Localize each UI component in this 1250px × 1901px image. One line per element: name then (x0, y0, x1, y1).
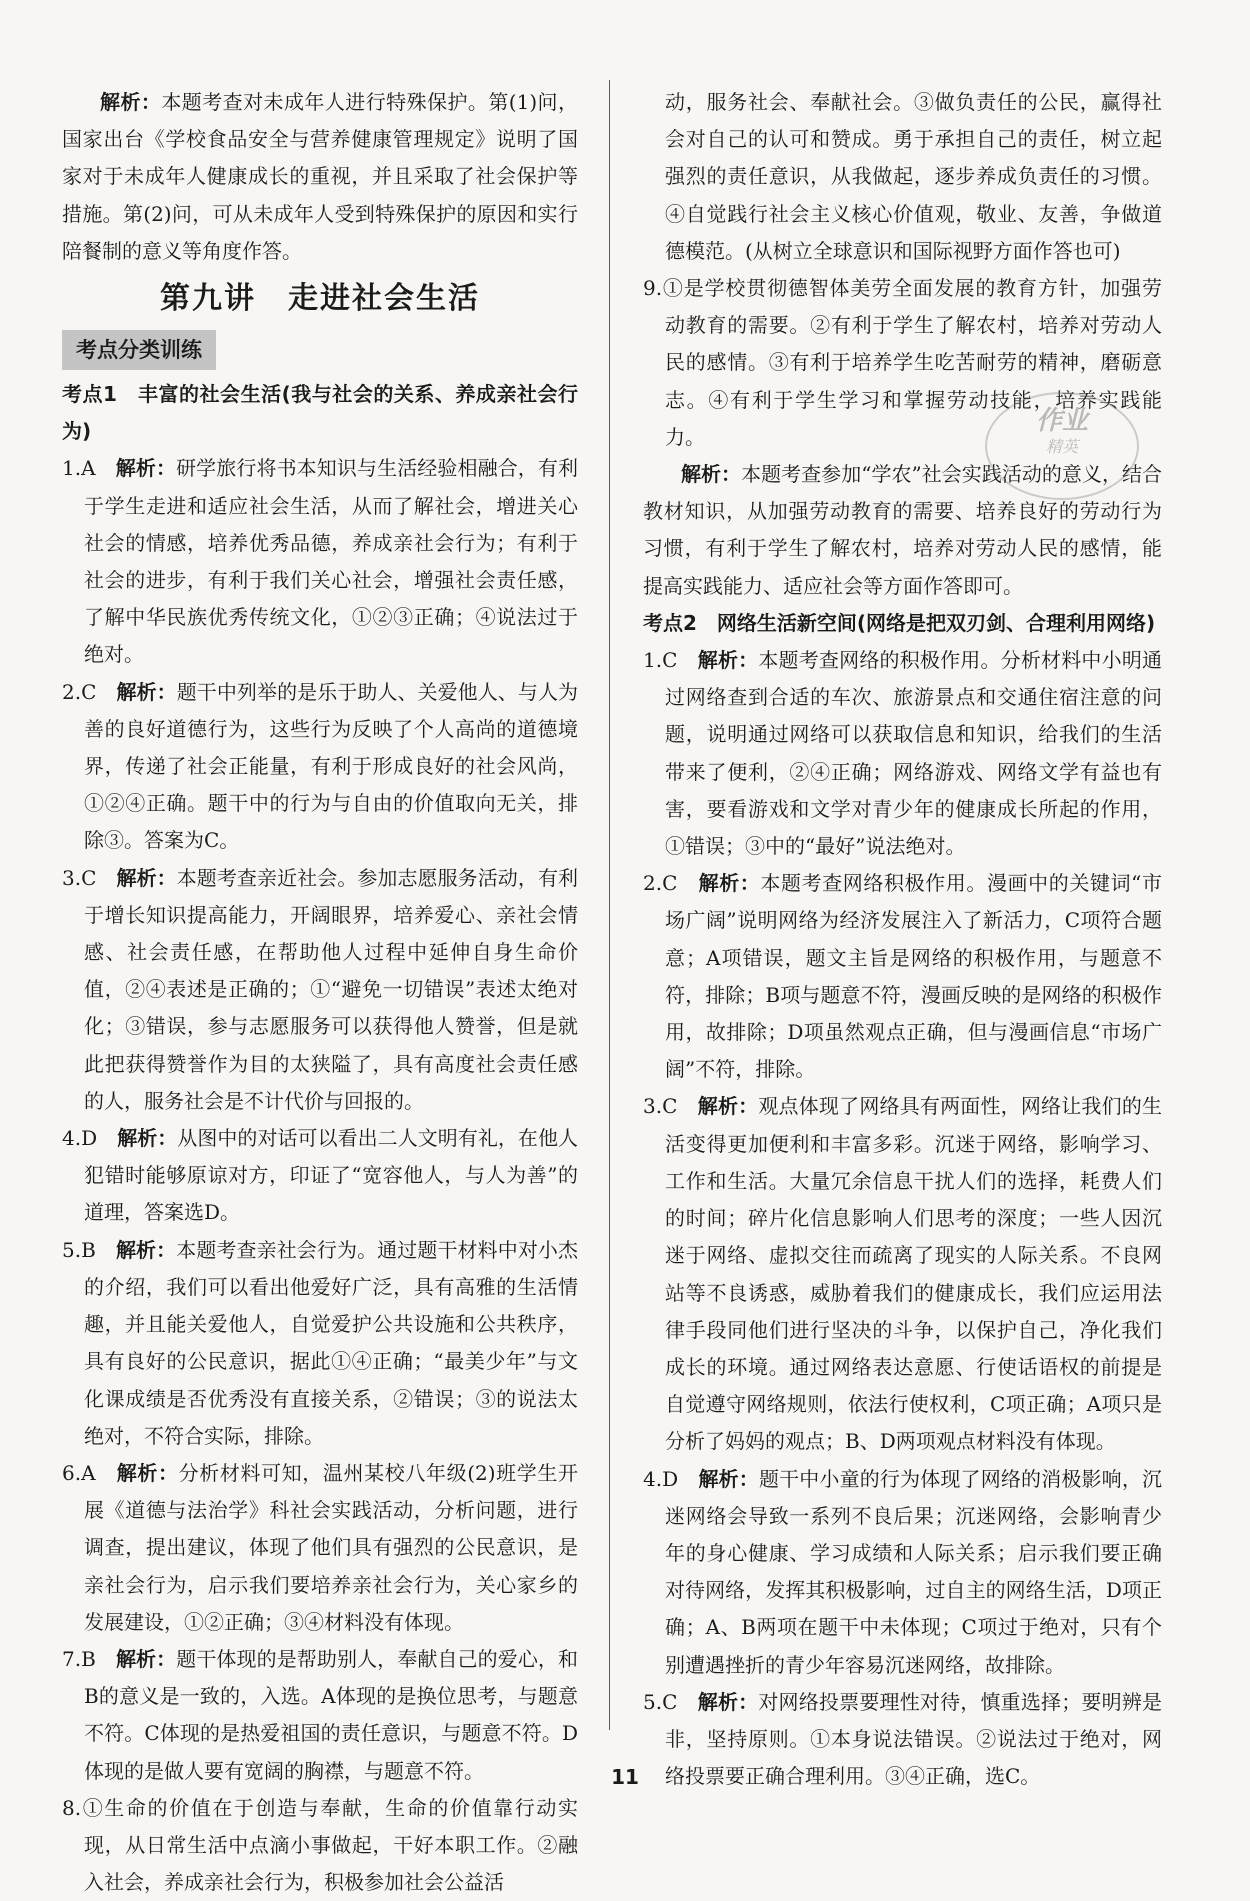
item-number: 1.A (62, 456, 96, 481)
kaodian-2-heading: 考点2 网络生活新空间(网络是把双刃剑、合理利用网络) (643, 610, 1156, 635)
column-divider (609, 80, 610, 1730)
item-text: 分析材料可知，温州某校八年级(2)班学生开展《道德与法治学》科社会实践活动，分析问题，进行调查，提出建议，体现了他们具有强烈的公民意识，是亲社会行为，启示我们要培养亲社会行为，关心家乡的发展建设，①②正确；③④材料没有体现。 (84, 1460, 578, 1634)
intro-analysis (62, 84, 578, 270)
analysis-label: 解析： (116, 1460, 179, 1485)
analysis-label: 解析： (698, 1466, 759, 1491)
item-number: 2.C (62, 679, 97, 704)
answer-item (62, 1455, 578, 1641)
item-number: 6.A (62, 1460, 96, 1485)
item-number: 3.C (643, 1094, 678, 1119)
answer-item (643, 1461, 1162, 1684)
item-number: 1.C (643, 648, 678, 673)
item-number: 4.D (643, 1466, 679, 1491)
item-text: 题干中小童的行为体现了网络的消极影响，沉迷网络会导致一系列不良后果；沉迷网络，会影响青少年的身心健康、学习成绩和人际关系；启示我们要正确对待网络，发挥其积极影响，过自主的网络生活，D项正确；A、B两项在题干中未体现；C项过于绝对，只有个别遭遇挫折的青少年容易沉迷网络，故排除。 (665, 1466, 1163, 1677)
answer-item (643, 1088, 1162, 1460)
answer-item (62, 450, 578, 673)
answer-item (62, 674, 578, 860)
section-banner: 考点分类训练 (62, 330, 216, 370)
item-text: 观点体现了网络具有两面性，网络让我们的生活变得更加便利和丰富多彩。沉迷于网络，影响学习、工作和生活。大量冗余信息干扰人们的选择，耗费人们的时间；碎片化信息影响人们思考的深度；一些人因沉迷于网络、虚拟交往而疏离了现实的人际关系。不良网站等不良诱惑，威胁着我们的健康成长，我们应运用法律手段同他们进行坚决的斗争，以保护自己，净化我们成长的环境。通过网络表达意愿、行使话语权的前提是自觉遵守网络规则，依法行使权利，C项正确；A项只是分析了妈妈的观点；B、D两项观点材料没有体现。 (665, 1094, 1163, 1454)
lecture-title: 第九讲 走进社会生活 (160, 281, 480, 317)
kaodian-1-heading: 考点1 丰富的社会生活(我与社会的关系、养成亲社会行为) (62, 382, 578, 444)
item-text: 本题考查网络的积极作用。分析材料中小明通过网络查到合适的车次、旅游景点和交通住宿注意的问题，说明通过网络可以获取信息和知识，给我们的生活带来了便利，②④正确；网络游戏、网络文学有益也有害，要看游戏和文学对青少年的健康成长所起的作用，①错误；③中的“最好”说法绝对。 (665, 648, 1163, 859)
item-text: 研学旅行将书本知识与生活经验相融合，有利于学生走进和适应社会生活，从而了解社会，增进关心社会的情感，培养优秀品德，养成亲社会行为；有利于社会的进步，有利于我们关心社会，增强社会责任感，了解中华民族优秀传统文化，①②③正确；④说法过于绝对。 (84, 456, 579, 667)
analysis-label: 解析： (697, 1689, 759, 1714)
item-text: 题干体现的是帮助别人，奉献自己的爱心，和B的意义是一致的，入选。A体现的是换位思考，与题意不符。C体现的是热爱祖国的责任意识，与题意不符。D体现的是做人要有宽阔的胸襟，与题意不符。 (84, 1646, 579, 1783)
item-text: ①生命的价值在于创造与奉献，生命的价值靠行动实现，从日常生活中点滴小事做起，干好本职工作。②融入社会，养成亲社会行为，积极参加社会公益活 (81, 1795, 578, 1895)
item-number: 9. (643, 276, 663, 301)
analysis-label: 解析： (681, 462, 742, 487)
item-number: 3.C (62, 865, 97, 890)
item-text: 本题考查亲社会行为。通过题干材料中对小杰的介绍，我们可以看出他爱好广泛，具有高雅的生活情趣，并且能关爱他人，自觉爱护公共设施和公共秩序，具有良好的公民意识，据此①④正确；“最美少年”与文化课成绩是否优秀没有直接关系，②错误；③的说法太绝对，不符合实际，排除。 (84, 1237, 579, 1448)
answer-item (62, 1120, 578, 1232)
analysis-label: 解析： (116, 679, 177, 704)
page-number: 11 (611, 1765, 639, 1789)
analysis-label: 解析： (117, 1126, 178, 1151)
answer-item (643, 865, 1162, 1088)
analysis-label: 解析： (115, 456, 177, 481)
item-text: 对网络投票要理性对待，慎重选择；要明辨是非，坚持原则。①本身说法错误。②说法过于绝对，网络投票要正确合理利用。③④正确，选C。 (665, 1689, 1163, 1789)
item-number: 8. (62, 1795, 82, 1820)
right-column (643, 84, 1162, 1795)
analysis-label: 解析： (115, 1646, 177, 1671)
item-8-continuation: 动，服务社会、奉献社会。③做负责任的公民，赢得社会对自己的认可和赞成。勇于承担自己的责任，树立起强烈的责任意识，从我做起，逐步养成负责任的习惯。④自觉践行社会主义核心价值观，敬业、友善，争做道德模范。(从树立全球意识和国际视野方面作答也可) (665, 90, 1162, 263)
analysis-text: 本题考查对未成年人进行特殊保护。第(1)问，国家出台《学校食品安全与营养健康管理规定》说明了国家对于未成年人健康成长的重视，并且采取了社会保护等措施。第(2)问，可从未成年人受到特殊保护的原因和实行陪餐制的意义等角度作答。 (62, 90, 578, 263)
item-text: ①是学校贯彻德智体美劳全面发展的教育方针，加强劳动教育的需要。②有利于学生了解农村，培养对劳动人民的感情。③有利于培养学生吃苦耐劳的精神，磨砺意志。④有利于学生学习和掌握劳动技能，培养实践能力。 (662, 276, 1162, 449)
analysis-text: 本题考查参加“学农”社会实践活动的意义，结合教材知识，从加强劳动教育的需要、培养良好的劳动行为习惯，有利于学生了解农村，培养对劳动人民的感情，能提高实践能力、适应社会等方面作答即可。 (643, 462, 1163, 598)
answer-item (643, 642, 1162, 865)
left-column (62, 84, 578, 1901)
item-number: 5.B (62, 1237, 96, 1262)
analysis-label: 解析： (697, 1094, 759, 1119)
item-number: 2.C (643, 871, 678, 896)
seal-stamp: 作业 精英 (985, 392, 1139, 500)
item-text: 从图中的对话可以看出二人文明有礼，在他人犯错时能够原谅对方，印证了“宽容他人，与人为善”的道理，答案选D。 (84, 1126, 579, 1225)
item-text: 本题考查亲近社会。参加志愿服务活动，有利于增长知识提高能力，开阔眼界，培养爱心、亲社会情感、社会责任感，在帮助他人过程中延伸自身生命价值，②④表述是正确的；①“避免一切错误”表述太绝对化；③错误，参与志愿服务可以获得他人赞誉，但是就此把获得赞誉作为目的太狭隘了，具有高度社会责任感的人，服务社会是不计代价与回报的。 (84, 865, 579, 1113)
analysis-label: 解析： (100, 90, 162, 114)
item-number: 4.D (62, 1126, 98, 1151)
item-number: 7.B (62, 1646, 96, 1671)
item-text: 本题考查网络积极作用。漫画中的关键词“市场广阔”说明网络为经济发展注入了新活力，C项符合题意；A项错误，题文主旨是网络的积极作用，与题意不符，排除；B项与题意不符，漫画反映的是网络的积极作用，故排除；D项虽然观点正确，但与漫画信息“市场广阔”不符，排除。 (665, 871, 1162, 1082)
item-text: 题干中列举的是乐于助人、关爱他人、与人为善的良好道德行为，这些行为反映了个人高尚的道德境界，传递了社会正能量，有利于形成良好的社会风尚，①②④正确。题干中的行为与自由的价值取向无关，排除③。答案为C。 (84, 679, 579, 853)
analysis-label: 解析： (697, 648, 759, 673)
analysis-label: 解析： (698, 871, 761, 896)
analysis-label: 解析： (116, 865, 177, 890)
answer-item (62, 1232, 578, 1455)
answer-item (62, 1790, 578, 1901)
item-number: 5.C (643, 1689, 678, 1714)
analysis-label: 解析： (115, 1237, 177, 1262)
answer-item (62, 860, 578, 1120)
